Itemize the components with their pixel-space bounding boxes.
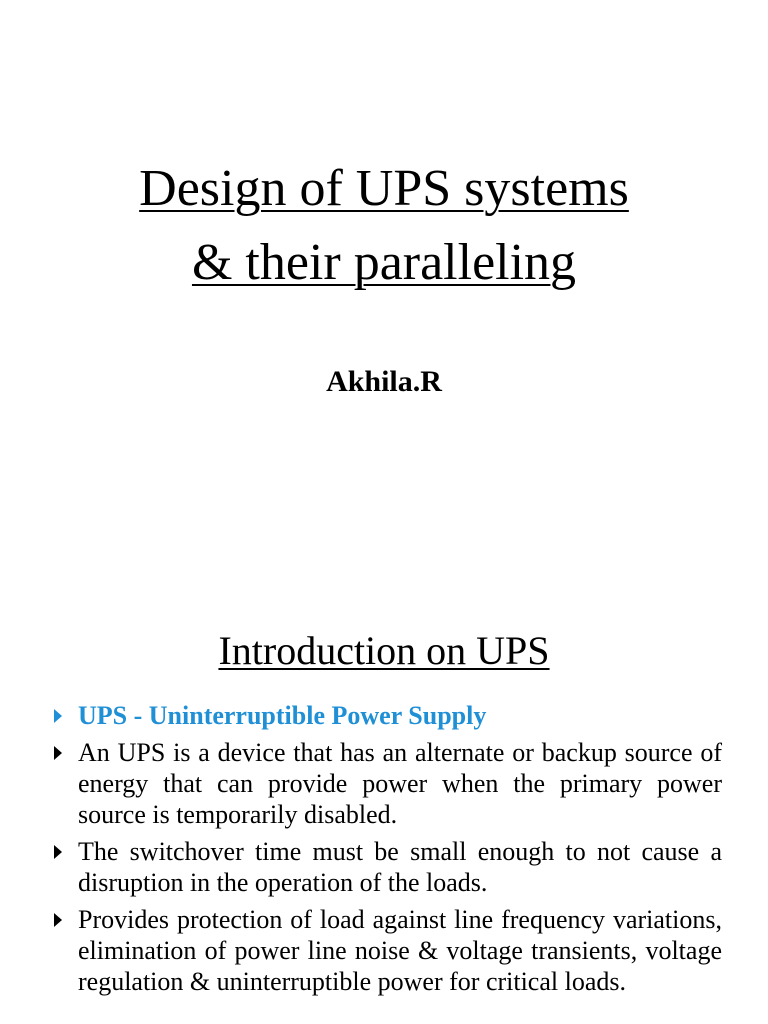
bullet-text: The switchover time must be small enough to not cause a disruption in the operation of the loads. [78,837,722,897]
bullet-item [52,904,722,997]
slide-title [0,152,768,300]
slide-title-line-1: Design of UPS systems [139,160,629,217]
triangle-right-icon [54,913,62,927]
triangle-right-icon [54,845,62,859]
triangle-right-icon [54,746,62,760]
triangle-right-icon [54,709,62,723]
author-name: Akhila.R [326,365,442,398]
bullet-item [52,836,722,898]
section-heading: Introduction on UPS [218,628,550,673]
bullet-list [52,700,722,1003]
slide-title-line-2: & their paralleling [191,234,577,291]
bullet-text: UPS - Uninterruptible Power Supply [78,701,487,730]
bullet-item [52,700,722,731]
bullet-text: Provides protection of load against line frequency variations, elimination of power line noise & voltage transients, voltage regulation & uninterruptible power for critical loads. [78,905,722,996]
bullet-item [52,737,722,830]
bullet-text: An UPS is a device that has an alternate or backup source of energy that can provide power when the primary power source is temporarily disabled. [78,738,722,829]
content-slide [0,576,768,1024]
